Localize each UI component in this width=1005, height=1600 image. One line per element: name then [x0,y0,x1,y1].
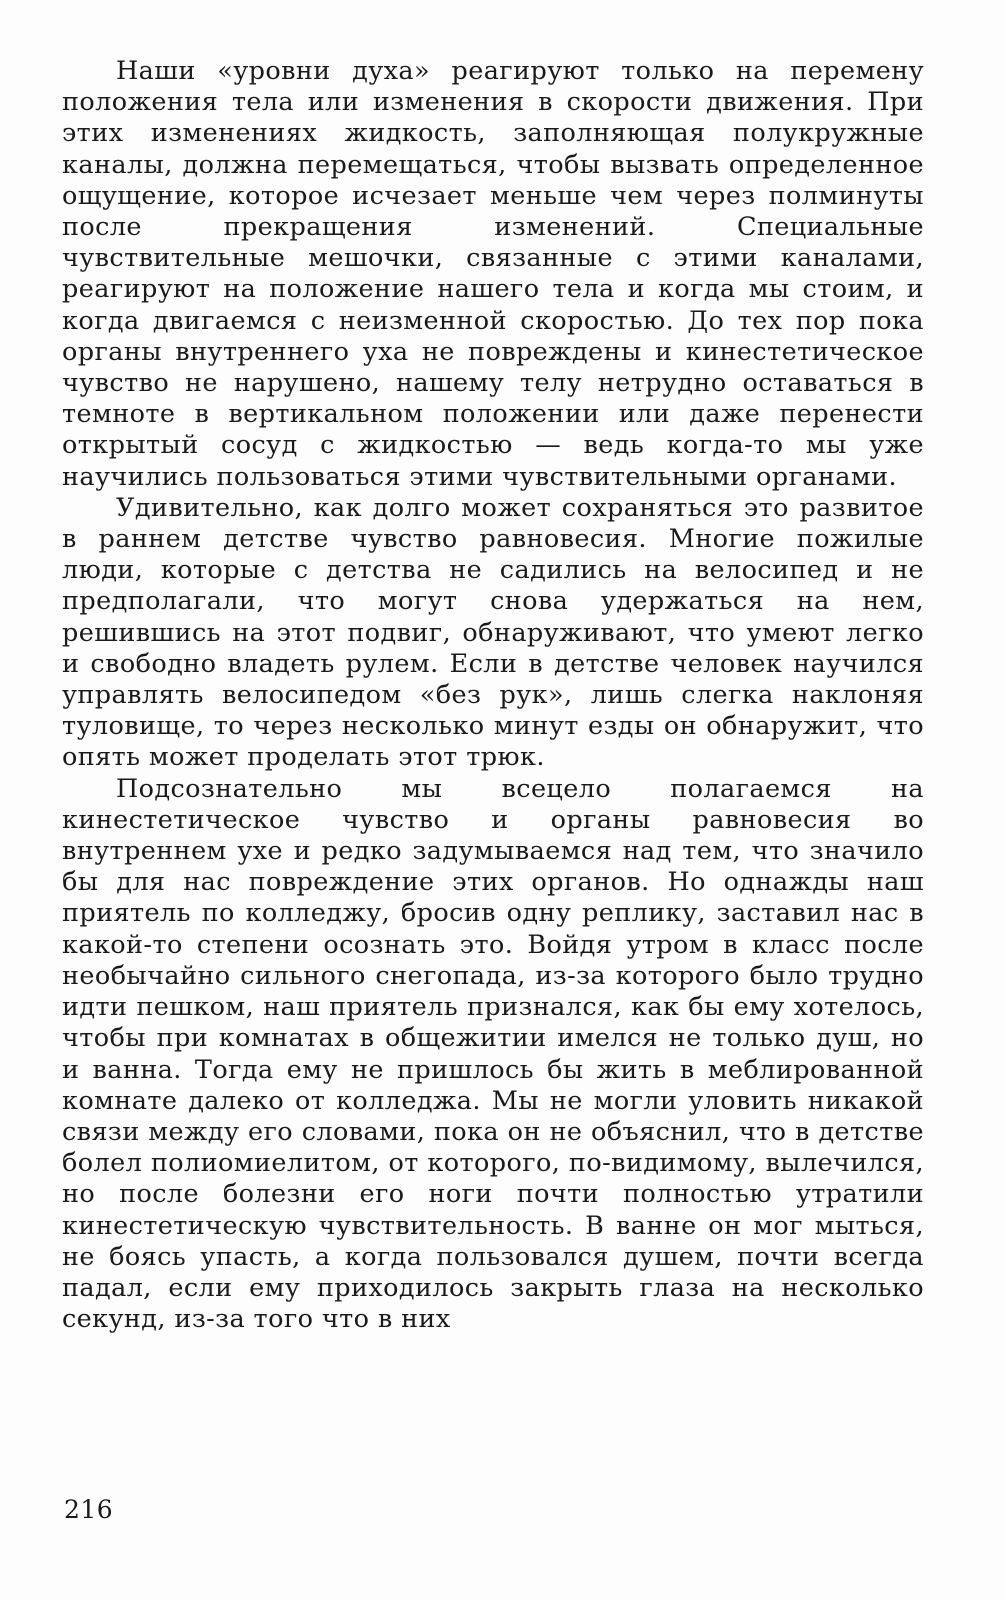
paragraph-3: Подсознательно мы всецело полагаемся на кинестетическое чувство и органы равновесия во внутреннем ухе и редко задумываемся над тем, что значило бы для нас повреждение этих органов. Но однажды наш приятель по колледжу, бросив одну реплику, заставил нас в какой-то степени осознать это. Войдя утром в класс после необычайно сильного снегопада, из-за которого было трудно идти пешком, наш приятель признался, как бы ему хотелось, чтобы при комнатах в общежитии имелся не только душ, но и ванна. Тогда ему не пришлось бы жить в меблированной комнате далеко от колледжа. Мы не могли уловить никакой связи между его словами, пока он не объяснил, что в детстве болел полиомиелитом, от которого, по-видимому, вылечился, но после болезни его ноги почти полностью утратили кинестетическую чувствительность. В ванне он мог мыться, не боясь упасть, а когда пользовался душем, почти всегда падал, если ему приходилось закрыть глаза на несколько секунд, из-за того что в них [62,773,924,1335]
paragraph-2: Удивительно, как долго может сохраняться это развитое в раннем детстве чувство равновесия. Многие пожилые люди, которые с детства не садились на велосипед и не предполагали, что могут снова удержаться на нем, решившись на этот подвиг, обнаруживают, что умеют легко и свободно владеть рулем. Если в детстве человек научился управлять велосипедом «без рук», лишь слегка наклоняя туловище, то через несколько минут езды он обнаружит, что опять может проделать этот трюк. [62,492,924,773]
page-number: 216 [64,1495,114,1524]
body-text [62,56,924,1335]
paragraph-1: Наши «уровни духа» реагируют только на перемену положения тела или изменения в скорости движения. При этих изменениях жидкость, заполняющая полукружные каналы, должна перемещаться, чтобы вызвать определенное ощущение, которое исчезает меньше чем через полминуты после прекращения изменений. Специальные чувствительные мешочки, связанные с этими каналами, реагируют на положение нашего тела и когда мы стоим, и когда двигаемся с неизменной скоростью. До тех пор пока органы внутреннего уха не повреждены и кинестетическое чувство не нарушено, нашему телу нетрудно оставаться в темноте в вертикальном положении или даже перенести открытый сосуд с жидкостью — ведь когда-то мы уже научились пользоваться этими чувствительными органами. [62,56,924,492]
